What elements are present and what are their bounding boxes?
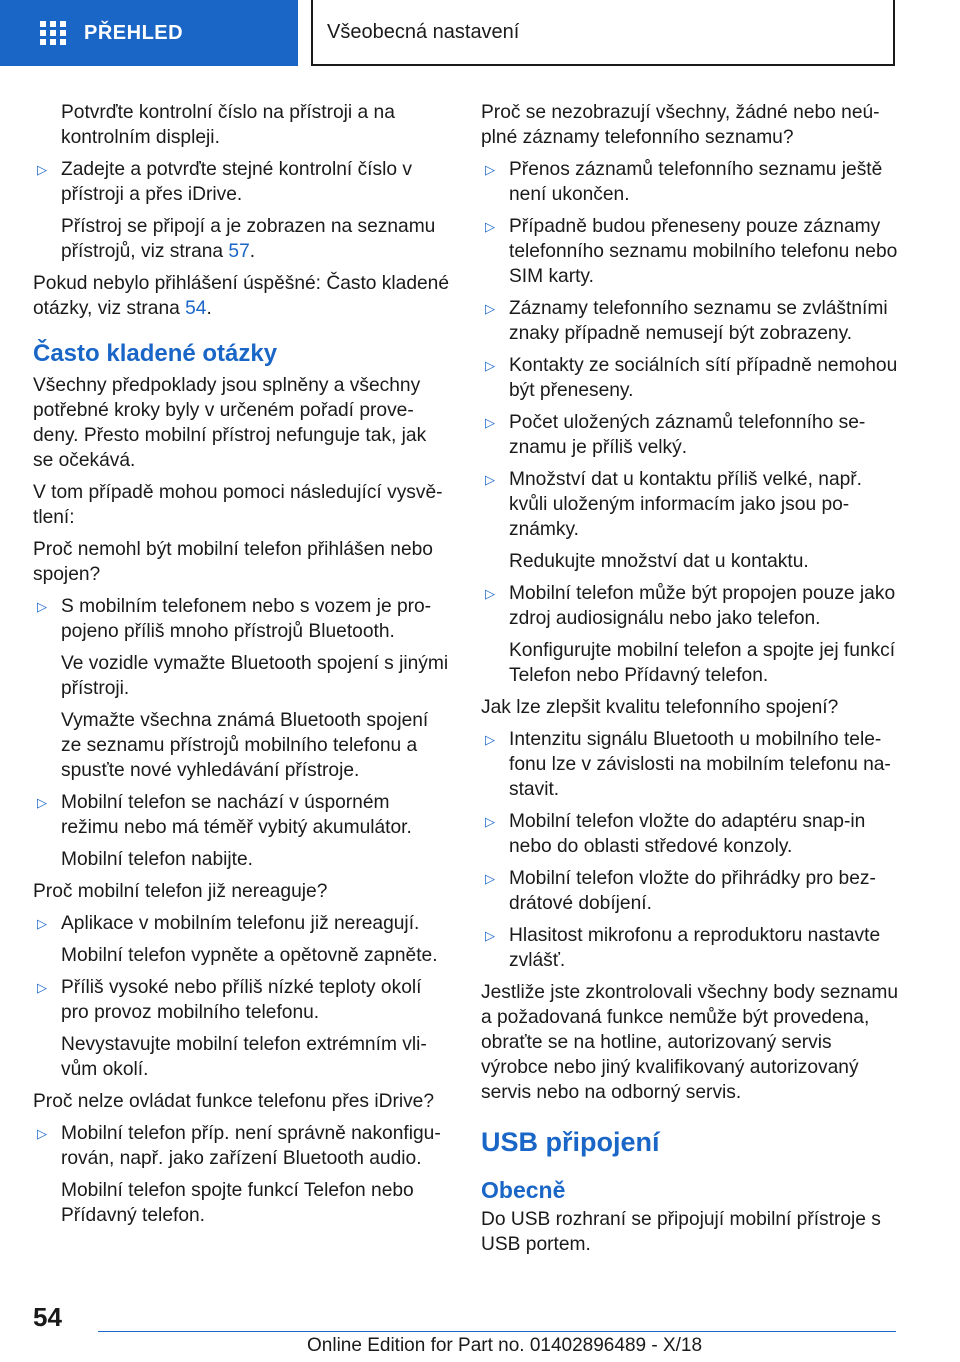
list-item-text: Zadejte a potvrďte stejné kontrolní číslo v přístroji a přes iDrive. — [61, 159, 412, 205]
list-item-text: Kontakty ze sociálních sítí případně nemohou být přeneseny. — [509, 355, 898, 401]
question: Proč nelze ovládat funkce telefonu přes iDrive? — [33, 1091, 435, 1112]
list-item — [481, 727, 899, 802]
left-column — [33, 100, 451, 1235]
list-item-text: Záznamy telefonního seznamu se zvláštními znaky případně nemusejí být zobrazeny. — [509, 298, 888, 344]
solution: Ve vozidle vymažte Bluetooth spojení s jinými přístroji. — [61, 653, 449, 699]
triangle-right-icon: ▷ — [37, 599, 47, 614]
triangle-right-icon: ▷ — [485, 219, 495, 234]
list-item — [33, 594, 451, 644]
list-item-text: Mobilní telefon vložte do přihrádky pro bez‐drátové dobíjení. — [509, 868, 876, 914]
paragraph-end: . — [206, 298, 212, 319]
paragraph-text: Pokud nebylo přihlášení úspěšné: Často kladené otázky, viz strana — [33, 273, 450, 319]
list-item — [33, 911, 451, 936]
paragraph: Všechny předpoklady jsou splněny a všechny potřebné kroky byly v určeném pořadí prove‐deny. Přesto mobilní přístroj nefunguje tak, jak se očekává. — [33, 375, 427, 471]
solution: Mobilní telefon vypněte a opětovně zapněte. — [61, 945, 438, 966]
list-item-text: Mobilní telefon příp. není správně nakonfigu‐rován, např. jako zařízení Bluetooth audio. — [61, 1123, 441, 1169]
page-number: 54 — [33, 1302, 62, 1332]
list-item — [481, 353, 899, 403]
paragraph: Jestliže jste zkontrolovali všechny body seznamu a požadovaná funkce nemůže být provedena, obraťte se na hotline, autorizovaný servis výrobce nebo jiný kvalifikovaný autorizovaný servis nebo na odborný servis. — [481, 982, 898, 1103]
tab-section-title[interactable] — [311, 0, 895, 66]
question: Proč se nezobrazují všechny, žádné nebo neú‐plné záznamy telefonního seznamu? — [481, 102, 880, 148]
page-link-57[interactable]: 57 — [228, 241, 250, 262]
list-item-text: Přenos záznamů telefonního seznamu ještě není ukončen. — [509, 159, 883, 205]
list-item-text: Mobilní telefon může být propojen pouze jako zdroj audiosignálu nebo jako telefon. — [509, 583, 896, 629]
paragraph — [33, 271, 451, 321]
triangle-right-icon: ▷ — [485, 814, 495, 829]
paragraph — [33, 214, 451, 264]
triangle-right-icon: ▷ — [485, 732, 495, 747]
list-item — [481, 157, 899, 207]
paragraph: V tom případě mohou pomoci následující vysvě‐tlení: — [33, 482, 443, 528]
section-title-label: Všeobecná nastavení — [327, 20, 520, 43]
grid-icon — [40, 21, 66, 45]
list-item — [33, 975, 451, 1025]
list-item — [481, 410, 899, 460]
paragraph-text: Přístroj se připojí a je zobrazen na seznamu přístrojů, viz strana — [61, 216, 436, 262]
paragraph: Potvrďte kontrolní číslo na přístroji a na kontrolním displeji. — [61, 102, 395, 148]
list-item-text: Případně budou přeneseny pouze záznamy telefonního seznamu mobilního telefonu nebo SIM karty. — [509, 216, 898, 287]
question: Proč mobilní telefon již nereaguje? — [33, 881, 328, 902]
subsection-heading-general: Obecně — [481, 1177, 566, 1203]
triangle-right-icon: ▷ — [37, 1126, 47, 1141]
solution: Konfigurujte mobilní telefon a spojte jej funkcí Telefon nebo Přídavný telefon. — [509, 640, 896, 686]
tab-overview[interactable] — [0, 0, 298, 66]
tab-overview-label: PŘEHLED — [84, 21, 184, 44]
triangle-right-icon: ▷ — [485, 928, 495, 943]
question: Proč nemohl být mobilní telefon přihlášen nebo spojen? — [33, 539, 433, 585]
triangle-right-icon: ▷ — [37, 916, 47, 931]
section-heading-faq: Často kladené otázky — [33, 340, 278, 367]
list-item-text: Počet uložených záznamů telefonního se‐znamu je příliš velký. — [509, 412, 866, 458]
list-item-text: Intenzitu signálu Bluetooth u mobilního tele‐fonu lze v závislosti na mobilním telefonu na‐stavit. — [509, 729, 891, 800]
list-item — [481, 866, 899, 916]
solution: Mobilní telefon nabijte. — [61, 849, 253, 870]
list-item-text: Množství dat u kontaktu příliš velké, např. kvůli uloženým informacím jako jsou po‐známky. — [509, 469, 863, 540]
list-item-text: S mobilním telefonem nebo s vozem je pro‐pojeno příliš mnoho přístrojů Bluetooth. — [61, 596, 432, 642]
triangle-right-icon: ▷ — [485, 871, 495, 886]
solution: Nevystavujte mobilní telefon extrémním vli‐vům okolí. — [61, 1034, 427, 1080]
list-item — [33, 1121, 451, 1171]
list-item — [481, 809, 899, 859]
list-item-text: Aplikace v mobilním telefonu již nereagují. — [61, 913, 420, 934]
list-item — [481, 923, 899, 973]
triangle-right-icon: ▷ — [37, 162, 47, 177]
triangle-right-icon: ▷ — [485, 586, 495, 601]
solution: Redukujte množství dat u kontaktu. — [509, 551, 809, 572]
footer-edition: Online Edition for Part no. 01402896489 - X/18 — [307, 1335, 703, 1356]
right-column — [481, 100, 899, 1264]
question: Jak lze zlepšit kvalitu telefonního spojení? — [481, 697, 839, 718]
list-item — [33, 157, 451, 207]
triangle-right-icon: ▷ — [37, 795, 47, 810]
triangle-right-icon: ▷ — [485, 301, 495, 316]
list-item-text: Hlasitost mikrofonu a reproduktoru nastavte zvlášť. — [509, 925, 881, 971]
list-item — [481, 467, 899, 542]
triangle-right-icon: ▷ — [485, 162, 495, 177]
triangle-right-icon: ▷ — [485, 358, 495, 373]
list-item-text: Mobilní telefon vložte do adaptéru snap-in nebo do oblasti středové konzoly. — [509, 811, 866, 857]
list-item — [481, 581, 899, 631]
footer-divider — [98, 1331, 896, 1332]
list-item — [33, 790, 451, 840]
section-heading-usb: USB připojení — [481, 1127, 660, 1157]
list-item-text: Příliš vysoké nebo příliš nízké teploty okolí pro provoz mobilního telefonu. — [61, 977, 422, 1023]
triangle-right-icon: ▷ — [485, 472, 495, 487]
paragraph: Do USB rozhraní se připojují mobilní přístroje s USB portem. — [481, 1209, 881, 1255]
triangle-right-icon: ▷ — [37, 980, 47, 995]
list-item — [481, 296, 899, 346]
triangle-right-icon: ▷ — [485, 415, 495, 430]
page-header — [0, 0, 960, 66]
solution: Mobilní telefon spojte funkcí Telefon nebo Přídavný telefon. — [61, 1180, 414, 1226]
paragraph-end: . — [249, 241, 256, 262]
solution: Vymažte všechna známá Bluetooth spojení ze seznamu přístrojů mobilního telefonu a spusťte nové vyhledávání přístroje. — [61, 710, 429, 781]
list-item — [481, 214, 899, 289]
list-item-text: Mobilní telefon se nachází v úsporném režimu nebo má téměř vybitý akumulátor. — [61, 792, 412, 838]
page-link-54[interactable]: 54 — [185, 298, 207, 319]
